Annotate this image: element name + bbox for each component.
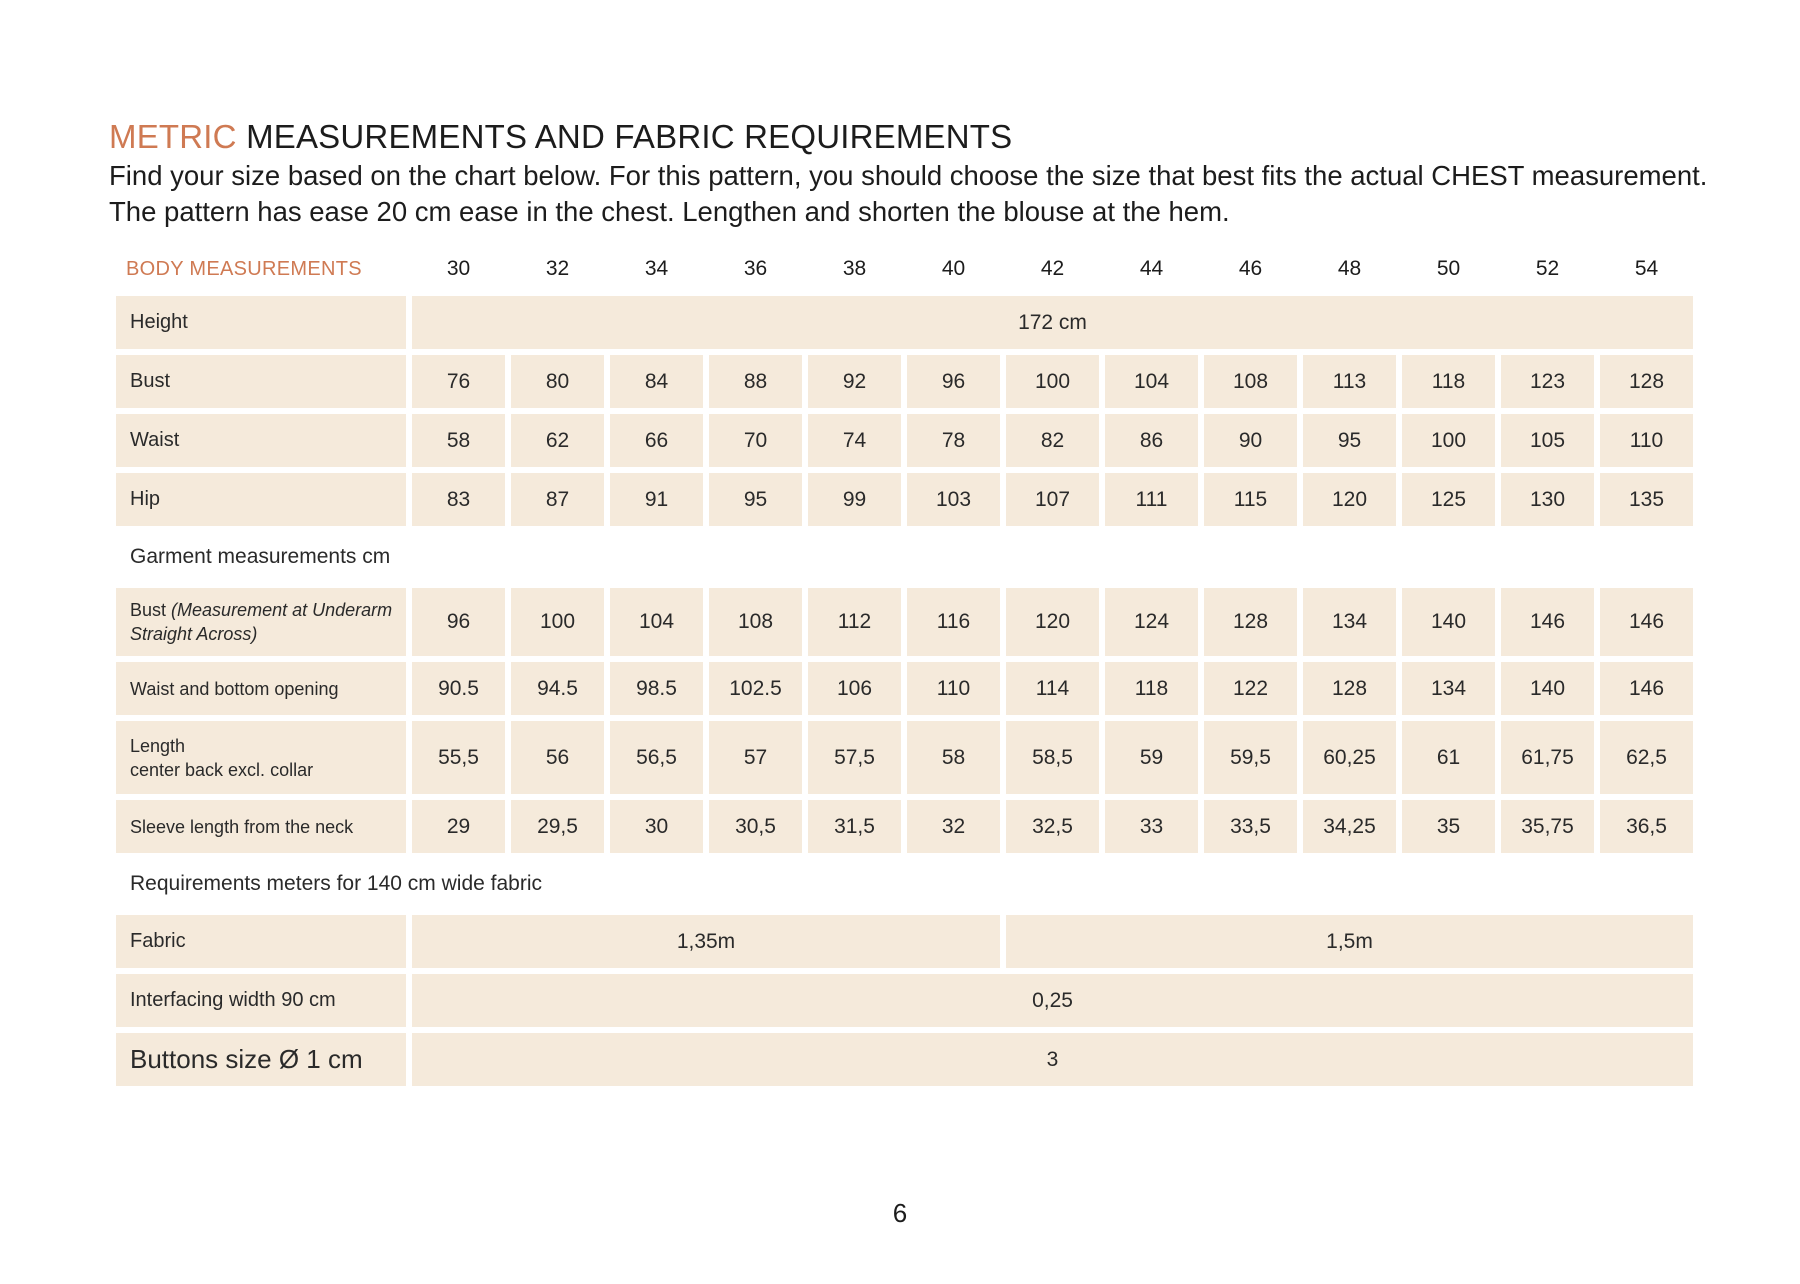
size-value-cell: 92 [808,355,901,408]
garment-bust-row [116,588,1693,656]
size-value-cell: 32 [907,800,1000,853]
size-value-cell: 110 [907,662,1000,715]
size-value-cell: 90 [1204,414,1297,467]
size-header-40: 40 [941,257,966,280]
height-row [116,296,1693,349]
size-value-cell: 146 [1501,588,1594,656]
size-value-cell: 95 [709,473,802,526]
size-value-cell: 135 [1600,473,1693,526]
size-header-50: 50 [1436,257,1461,280]
size-value-cell: 87 [511,473,604,526]
size-value-cell: 120 [1006,588,1099,656]
size-value-cell: 100 [1402,414,1495,467]
size-value-cell: 30,5 [709,800,802,853]
size-value-cell: 106 [808,662,901,715]
size-header-38: 38 [842,257,867,280]
size-value-cell: 113 [1303,355,1396,408]
size-value-cell: 57 [709,721,802,794]
size-value-cell: 29 [412,800,505,853]
size-value-cell: 122 [1204,662,1297,715]
size-value-cell: 57,5 [808,721,901,794]
size-value-cell: 103 [907,473,1000,526]
size-value-cell: 120 [1303,473,1396,526]
size-chart-table [110,242,1699,1092]
size-value-cell: 56,5 [610,721,703,794]
size-value-cell: 86 [1105,414,1198,467]
row-label-bust: Bust [116,355,406,408]
size-value-cell: 146 [1600,662,1693,715]
length-label-line1: Length [130,735,186,756]
height-value: 172 cm [412,296,1693,349]
size-value-cell: 108 [1204,355,1297,408]
size-header-42: 42 [1040,257,1065,280]
size-value-cell: 74 [808,414,901,467]
garment-bust-note: (Measurement at Underarm Straight Across) [130,600,393,644]
title-text: MEASUREMENTS AND FABRIC REQUIREMENTS [236,118,1013,155]
size-value-cell: 128 [1303,662,1396,715]
size-value-cell: 123 [1501,355,1594,408]
size-value-cell: 128 [1204,588,1297,656]
size-value-cell: 59 [1105,721,1198,794]
size-value-cell: 115 [1204,473,1297,526]
size-value-cell: 66 [610,414,703,467]
size-value-cell: 34,25 [1303,800,1396,853]
sleeve-row [116,800,1693,853]
size-header-32: 32 [545,257,570,280]
size-value-cell: 58 [907,721,1000,794]
row-label-interfacing: Interfacing width 90 cm [116,974,406,1027]
size-value-cell: 90.5 [412,662,505,715]
size-value-cell: 124 [1105,588,1198,656]
size-value-cell: 56 [511,721,604,794]
length-row [116,721,1693,794]
size-value-cell: 58,5 [1006,721,1099,794]
title-accent: METRIC [109,118,237,155]
size-header-54: 54 [1634,257,1659,280]
interfacing-value: 0,25 [412,974,1693,1027]
size-value-cell: 134 [1402,662,1495,715]
size-value-cell: 98.5 [610,662,703,715]
fabric-value-small-sizes: 1,35m [412,915,1000,968]
size-value-cell: 32,5 [1006,800,1099,853]
size-value-cell: 102.5 [709,662,802,715]
row-label-hip: Hip [116,473,406,526]
size-header-34: 34 [644,257,669,280]
size-value-cell: 96 [907,355,1000,408]
size-value-cell: 60,25 [1303,721,1396,794]
size-value-cell: 110 [1600,414,1693,467]
size-value-cell: 36,5 [1600,800,1693,853]
size-value-cell: 78 [907,414,1000,467]
size-header-44: 44 [1139,257,1164,280]
size-value-cell: 61 [1402,721,1495,794]
size-header-30: 30 [446,257,471,280]
size-value-cell: 100 [511,588,604,656]
size-value-cell: 35 [1402,800,1495,853]
interfacing-row [116,974,1693,1027]
size-value-cell: 140 [1501,662,1594,715]
size-value-cell: 116 [907,588,1000,656]
fabric-row [116,915,1693,968]
row-label-height: Height [116,296,406,349]
size-value-cell: 104 [610,588,703,656]
requirements-section-row [116,859,1693,909]
size-value-cell: 80 [511,355,604,408]
size-value-cell: 104 [1105,355,1198,408]
size-value-cell: 130 [1501,473,1594,526]
size-value-cell: 30 [610,800,703,853]
garment-section-row [116,532,1693,582]
size-value-cell: 107 [1006,473,1099,526]
hip-row [116,473,1693,526]
size-value-cell: 125 [1402,473,1495,526]
size-value-cell: 29,5 [511,800,604,853]
intro-paragraph: Find your size based on the chart below. For this pattern, you should choose the size that best fits the actual CHEST measurement. The pattern has ease 20 cm ease in the chest. Lengthen and shorten the blouse at the hem. [109,160,1708,227]
size-header-36: 36 [743,257,768,280]
size-value-cell: 99 [808,473,901,526]
size-value-cell: 83 [412,473,505,526]
size-value-cell: 61,75 [1501,721,1594,794]
garment-section-heading: Garment measurements cm [130,545,391,568]
size-value-cell: 55,5 [412,721,505,794]
size-value-cell: 112 [808,588,901,656]
size-value-cell: 94.5 [511,662,604,715]
size-value-cell: 31,5 [808,800,901,853]
size-header-48: 48 [1337,257,1362,280]
size-value-cell: 100 [1006,355,1099,408]
size-value-cell: 105 [1501,414,1594,467]
size-value-cell: 62 [511,414,604,467]
size-value-cell: 95 [1303,414,1396,467]
row-label-fabric: Fabric [116,915,406,968]
size-value-cell: 91 [610,473,703,526]
size-value-cell: 82 [1006,414,1099,467]
size-header-row [116,248,1693,290]
size-value-cell: 96 [412,588,505,656]
row-label-length [116,721,406,794]
size-value-cell: 59,5 [1204,721,1297,794]
size-value-cell: 70 [709,414,802,467]
size-value-cell: 76 [412,355,505,408]
length-label-line2: center back excl. collar [130,759,314,780]
waist-opening-row [116,662,1693,715]
size-value-cell: 114 [1006,662,1099,715]
size-value-cell: 108 [709,588,802,656]
page-number: 6 [892,1198,908,1228]
size-value-cell: 35,75 [1501,800,1594,853]
size-header-52: 52 [1535,257,1560,280]
size-header-46: 46 [1238,257,1263,280]
bust-row [116,355,1693,408]
waist-row [116,414,1693,467]
size-value-cell: 146 [1600,588,1693,656]
page-title [109,118,1012,156]
row-label-garment-bust [116,588,406,656]
size-value-cell: 134 [1303,588,1396,656]
size-value-cell: 118 [1402,355,1495,408]
buttons-value: 3 [412,1033,1693,1086]
row-label-sleeve: Sleeve length from the neck [116,800,406,853]
size-value-cell: 118 [1105,662,1198,715]
row-label-buttons: Buttons size Ø 1 cm [116,1033,406,1086]
row-label-waist-opening: Waist and bottom opening [116,662,406,715]
size-value-cell: 33,5 [1204,800,1297,853]
buttons-row [116,1033,1693,1086]
size-value-cell: 84 [610,355,703,408]
size-value-cell: 128 [1600,355,1693,408]
size-value-cell: 140 [1402,588,1495,656]
garment-bust-label: Bust [130,600,167,620]
size-value-cell: 33 [1105,800,1198,853]
size-value-cell: 88 [709,355,802,408]
body-measurements-header: BODY MEASUREMENTS [126,257,362,280]
size-value-cell: 58 [412,414,505,467]
requirements-section-heading: Requirements meters for 140 cm wide fabric [130,872,542,895]
size-value-cell: 62,5 [1600,721,1693,794]
size-value-cell: 111 [1105,473,1198,526]
row-label-waist: Waist [116,414,406,467]
fabric-value-large-sizes: 1,5m [1006,915,1693,968]
